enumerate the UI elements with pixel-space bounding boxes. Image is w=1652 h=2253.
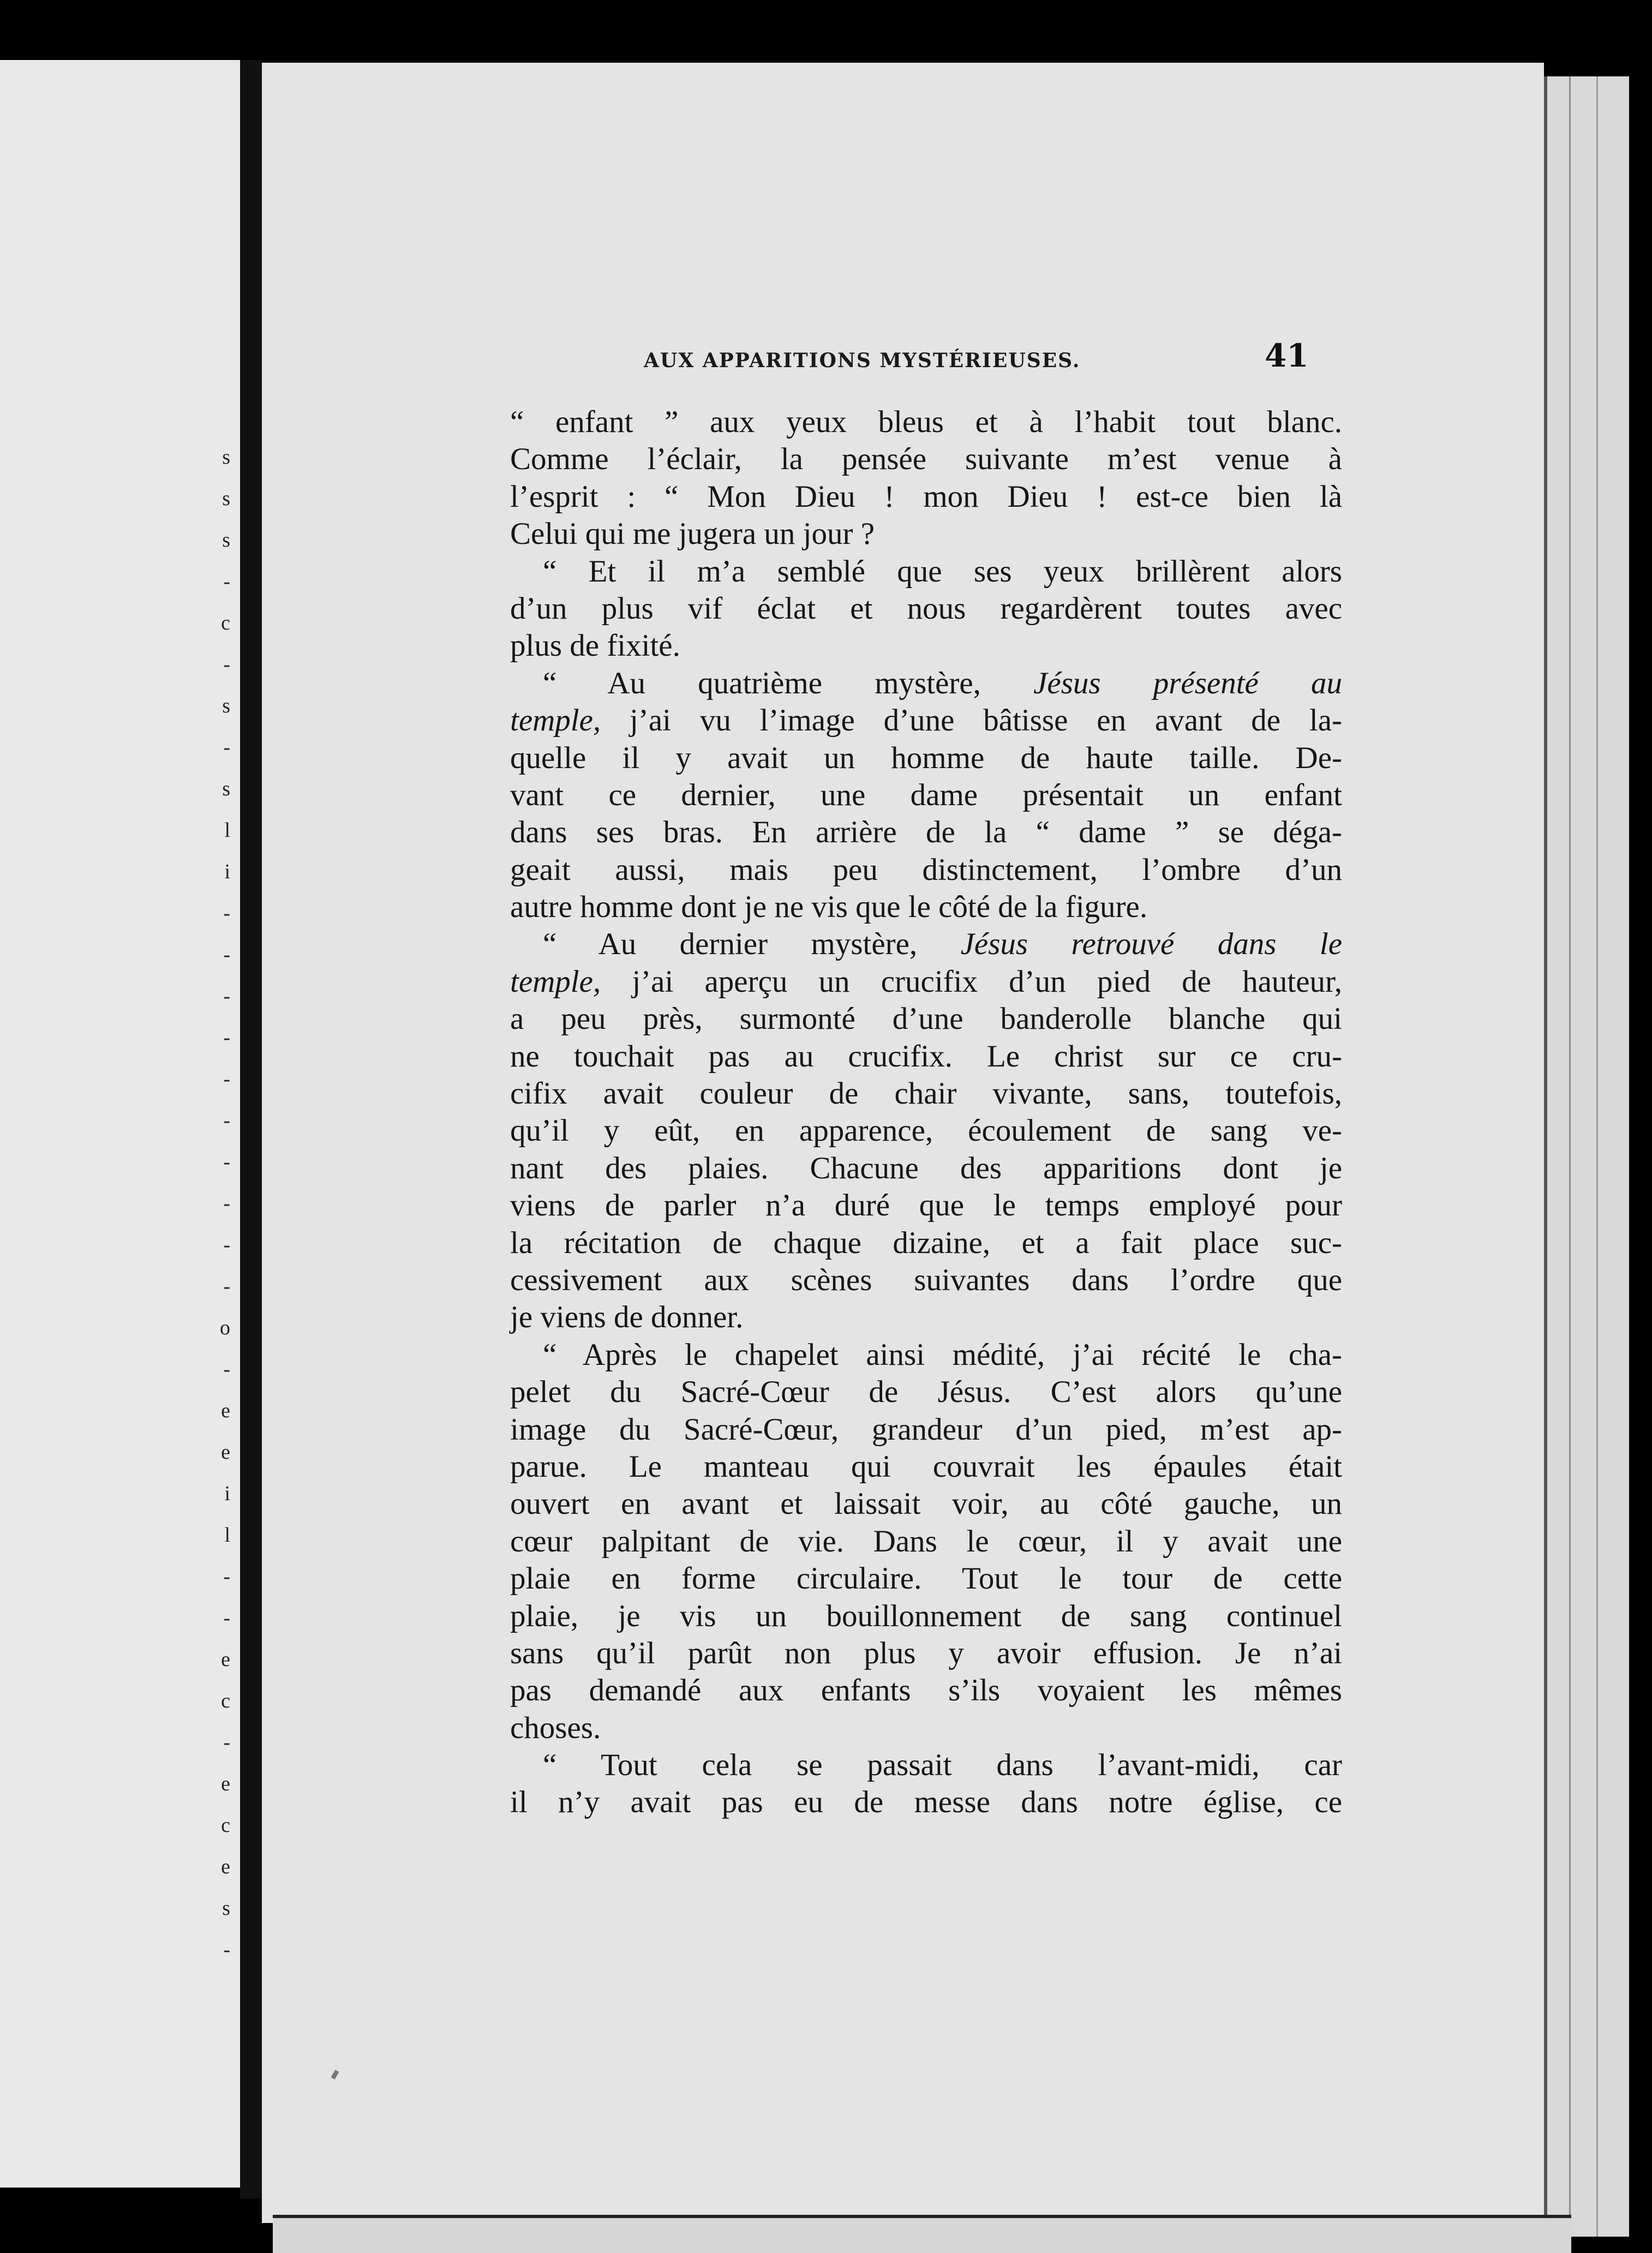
line-text: il n’y avait pas eu de messe dans notre église, ce xyxy=(510,1785,1342,1820)
book-gutter xyxy=(240,60,262,2198)
edge-glyph: s xyxy=(222,487,230,510)
text-line xyxy=(510,1187,1342,1224)
line-text: autre homme dont je ne vis que le côté de la figure. xyxy=(510,890,1148,925)
line-text: plaie, je vis un bouillonnement de sang continuel xyxy=(510,1598,1342,1633)
line-text: geait aussi, mais peu distinctement, l’ombre d’un xyxy=(510,852,1342,887)
line-text: pas demandé aux enfants s’ils voyaient les mêmes xyxy=(510,1673,1342,1708)
italic-text: Jésus présenté au xyxy=(1033,666,1342,700)
italic-text: temple, xyxy=(510,964,601,999)
edge-glyph: - xyxy=(223,1233,230,1256)
edge-glyph: - xyxy=(223,1026,230,1049)
text-line xyxy=(510,1485,1342,1523)
line-text: la récitation de chaque dizaine, et a fait place suc- xyxy=(510,1225,1342,1260)
edge-glyph: l xyxy=(224,819,230,842)
text-line xyxy=(510,1374,1342,1411)
line-text: qu’il y eût, en apparence, écoulement de sang ve- xyxy=(510,1113,1342,1148)
edge-glyph: e xyxy=(221,1772,230,1795)
text-line xyxy=(510,1635,1342,1672)
text-line xyxy=(510,1598,1342,1635)
page-stack-edge xyxy=(1544,76,1629,2237)
edge-glyph: - xyxy=(223,902,230,925)
line-text: d’un plus vif éclat et nous regardèrent toutes avec xyxy=(510,591,1342,626)
edge-glyph: i xyxy=(224,860,230,883)
edge-glyph: s xyxy=(222,529,230,552)
edge-glyph: - xyxy=(223,1151,230,1173)
edge-glyph: - xyxy=(223,570,230,593)
edge-glyph: - xyxy=(223,1109,230,1132)
edge-glyph: - xyxy=(223,943,230,966)
text-line xyxy=(510,478,1342,516)
text-line xyxy=(510,1710,1342,1747)
text-line xyxy=(510,1337,1342,1374)
italic-text: temple, xyxy=(510,703,601,738)
text-line xyxy=(510,1038,1342,1075)
edge-glyph: c xyxy=(221,1689,230,1712)
text-line xyxy=(510,1075,1342,1112)
text-line xyxy=(510,627,1342,664)
line-text: quelle il y avait un homme de haute taille. De- xyxy=(510,740,1342,775)
edge-glyph: e xyxy=(221,1855,230,1878)
line-text: Celui qui me jugera un jour ? xyxy=(510,517,875,552)
line-text: cœur palpitant de vie. Dans le cœur, il y avait une xyxy=(510,1524,1342,1559)
text-line xyxy=(510,740,1342,777)
text-line xyxy=(510,1299,1342,1336)
edge-glyph: e xyxy=(221,1648,230,1671)
edge-glyph: - xyxy=(223,1068,230,1090)
edge-glyph: o xyxy=(220,1316,230,1339)
next-page-edge xyxy=(273,2215,1571,2253)
line-text: plaie en forme circulaire. Tout le tour de cette xyxy=(510,1561,1342,1596)
text-line xyxy=(510,1784,1342,1821)
text-line xyxy=(510,1000,1342,1038)
line-text: cifix avait couleur de chair vivante, sans, toutefois, xyxy=(510,1076,1342,1111)
text-line xyxy=(510,665,1342,702)
text-line xyxy=(510,553,1342,590)
text-line xyxy=(510,1448,1342,1485)
line-text: “ Après le chapelet ainsi médité, j’ai récité le cha- xyxy=(543,1337,1342,1372)
text-line xyxy=(510,1523,1342,1560)
text-line xyxy=(510,1411,1342,1448)
edge-glyph: e xyxy=(221,1441,230,1464)
edge-glyph: - xyxy=(223,1607,230,1629)
line-text: “ Et il m’a semblé que ses yeux brillèrent alors xyxy=(543,554,1342,589)
line-text: a peu près, surmonté d’une banderolle blanche qui xyxy=(510,1002,1342,1036)
text-line xyxy=(510,926,1342,963)
edge-glyph: e xyxy=(221,1399,230,1422)
line-text: parue. Le manteau qui couvrait les épaules était xyxy=(510,1449,1342,1484)
edge-glyph: - xyxy=(223,653,230,676)
edge-glyph: - xyxy=(223,1565,230,1588)
line-text: nant des plaies. Chacune des apparitions dont je xyxy=(510,1151,1342,1185)
text-line xyxy=(510,441,1342,478)
edge-glyph: i xyxy=(224,1482,230,1505)
edge-glyph: - xyxy=(223,1275,230,1298)
text-line xyxy=(510,516,1342,553)
line-text: j’ai vu l’image d’une bâtisse en avant de la- xyxy=(601,703,1342,738)
text-line xyxy=(510,1225,1342,1262)
edge-glyph: s xyxy=(222,777,230,800)
line-text: “ enfant ” aux yeux bleus et à l’habit tout blanc. xyxy=(510,405,1342,439)
italic-text: Jésus retrouvé dans le xyxy=(960,927,1343,962)
edge-glyph: s xyxy=(222,446,230,469)
line-text: sans qu’il parût non plus y avoir effusion. Je n’ai xyxy=(510,1635,1342,1670)
line-text: “ Au quatrième mystère, xyxy=(543,666,1034,700)
text-line xyxy=(510,889,1342,926)
line-text: “ Au dernier mystère, xyxy=(543,927,961,962)
edge-glyph: - xyxy=(223,1192,230,1215)
text-line xyxy=(510,963,1342,1000)
edge-glyph: s xyxy=(222,694,230,717)
line-text: vant ce dernier, une dame présentait un enfant xyxy=(510,777,1342,812)
line-text: ne touchait pas au crucifix. Le christ sur ce cru- xyxy=(510,1039,1342,1074)
line-text: plus de fixité. xyxy=(510,628,680,663)
text-line xyxy=(510,1672,1342,1709)
text-line xyxy=(510,1262,1342,1299)
edge-glyph: c xyxy=(221,1814,230,1837)
line-text: “ Tout cela se passait dans l’avant-midi, car xyxy=(543,1748,1342,1783)
line-text: choses. xyxy=(510,1710,601,1745)
running-head: AUX APPARITIONS MYSTÉRIEUSES. xyxy=(644,349,1081,372)
edge-glyph: s xyxy=(222,1897,230,1920)
text-line xyxy=(510,1150,1342,1187)
page-number: 41 xyxy=(1265,337,1309,374)
text-line xyxy=(510,590,1342,627)
text-line xyxy=(510,1747,1342,1784)
line-text: image du Sacré-Cœur, grandeur d’un pied, m’est ap- xyxy=(510,1412,1342,1447)
text-line xyxy=(510,1560,1342,1597)
text-line xyxy=(510,702,1342,739)
edge-glyph: - xyxy=(223,1938,230,1961)
page-body-text xyxy=(510,404,1342,1821)
edge-glyph: - xyxy=(223,985,230,1008)
left-facing-page xyxy=(0,60,240,2188)
text-line xyxy=(510,404,1342,441)
line-text: dans ses bras. En arrière de la “ dame ” se déga- xyxy=(510,815,1342,850)
line-text: viens de parler n’a duré que le temps employé pour xyxy=(510,1188,1342,1223)
line-text: pelet du Sacré-Cœur de Jésus. C’est alors qu’une xyxy=(510,1375,1342,1410)
line-text: Comme l’éclair, la pensée suivante m’est venue à xyxy=(510,442,1342,477)
line-text: je viens de donner. xyxy=(510,1300,744,1335)
text-line xyxy=(510,814,1342,851)
line-text: l’esprit : “ Mon Dieu ! mon Dieu ! est-ce bien là xyxy=(510,479,1342,514)
text-line xyxy=(510,777,1342,814)
left-page-edge-text xyxy=(219,436,230,1970)
edge-glyph: - xyxy=(223,736,230,759)
line-text: ouvert en avant et laissait voir, au côté gauche, un xyxy=(510,1487,1342,1521)
edge-glyph: - xyxy=(223,1731,230,1754)
text-line xyxy=(510,1112,1342,1149)
line-text: j’ai aperçu un crucifix d’un pied de hauteur, xyxy=(601,964,1342,999)
text-line xyxy=(510,852,1342,889)
line-text: cessivement aux scènes suivantes dans l’ordre que xyxy=(510,1262,1342,1297)
edge-glyph: - xyxy=(223,1358,230,1381)
edge-glyph: l xyxy=(224,1524,230,1547)
edge-glyph: c xyxy=(221,612,230,634)
